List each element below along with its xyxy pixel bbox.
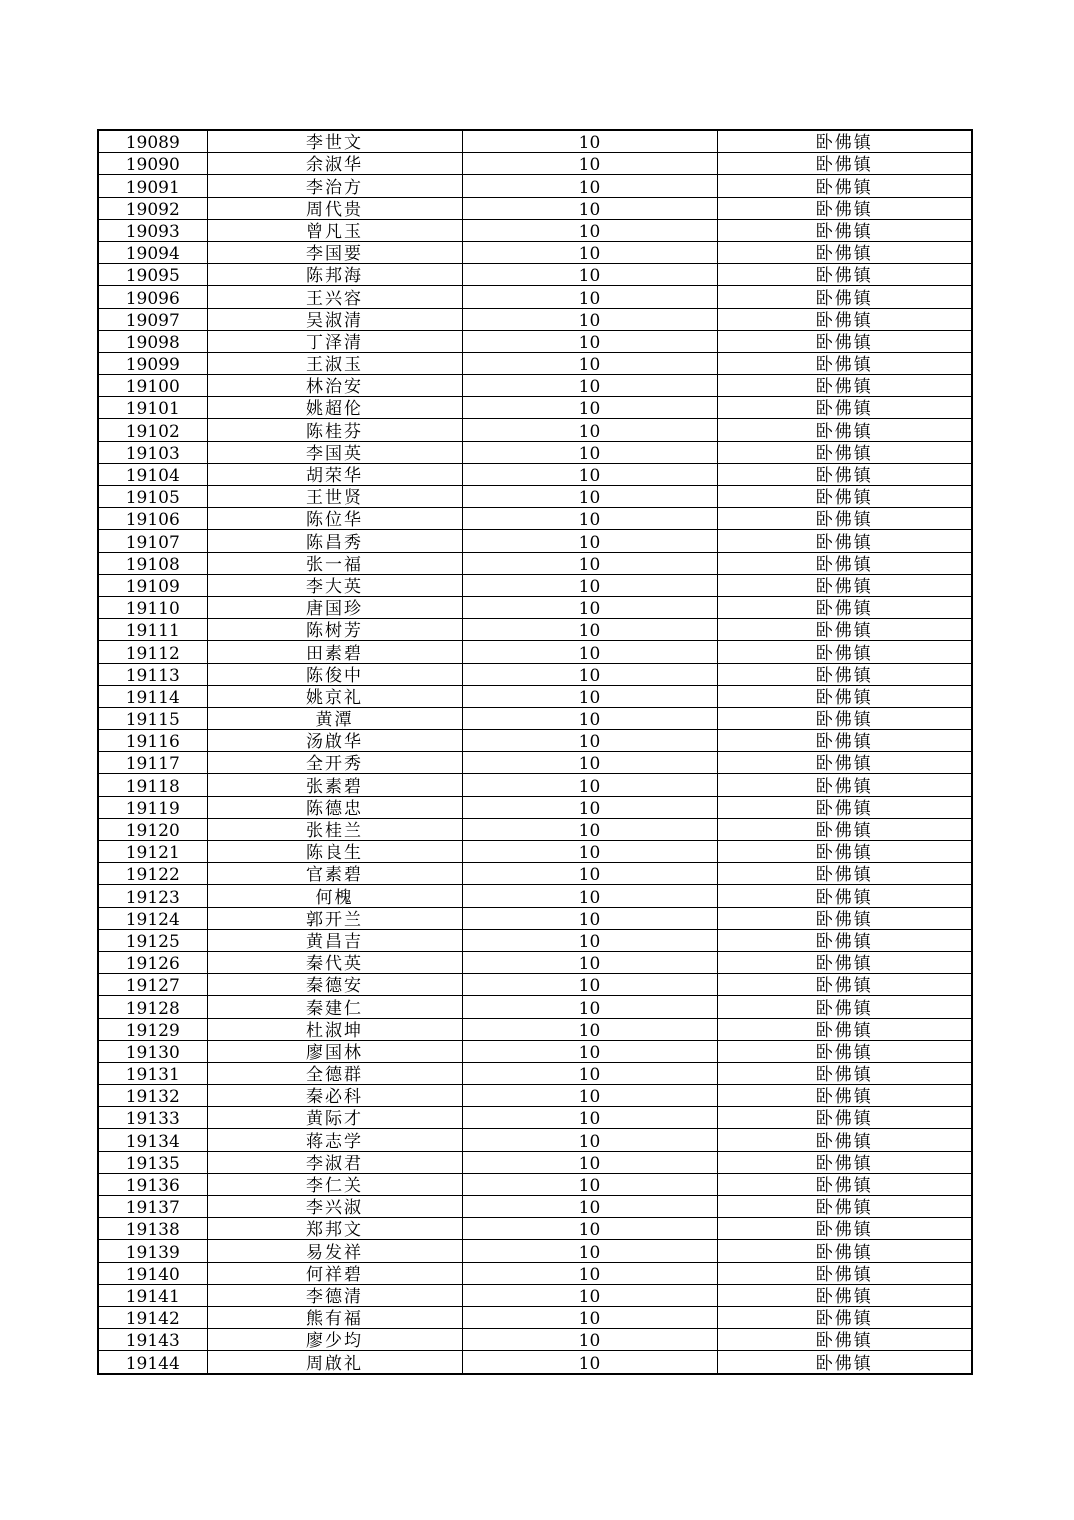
- town-cell: 卧佛镇: [717, 596, 972, 618]
- row-id-cell: 19140: [98, 1262, 207, 1284]
- value-cell: 10: [462, 508, 717, 530]
- row-id-cell: 19134: [98, 1129, 207, 1151]
- name-cell: 李国英: [207, 441, 462, 463]
- table-row: [98, 1040, 972, 1062]
- row-id-cell: 19133: [98, 1107, 207, 1129]
- town-cell: 卧佛镇: [717, 818, 972, 840]
- row-id-cell: 19132: [98, 1085, 207, 1107]
- name-cell: 姚京礼: [207, 685, 462, 707]
- value-cell: 10: [462, 1196, 717, 1218]
- value-cell: 10: [462, 286, 717, 308]
- name-cell: 黄潭: [207, 707, 462, 729]
- name-cell: 黄际才: [207, 1107, 462, 1129]
- town-cell: 卧佛镇: [717, 286, 972, 308]
- row-id-cell: 19128: [98, 996, 207, 1018]
- name-cell: 李世文: [207, 130, 462, 153]
- town-cell: 卧佛镇: [717, 1196, 972, 1218]
- row-id-cell: 19120: [98, 818, 207, 840]
- table-row: [98, 996, 972, 1018]
- name-cell: 李兴淑: [207, 1196, 462, 1218]
- town-cell: 卧佛镇: [717, 264, 972, 286]
- town-cell: 卧佛镇: [717, 974, 972, 996]
- town-cell: 卧佛镇: [717, 552, 972, 574]
- town-cell: 卧佛镇: [717, 486, 972, 508]
- row-id-cell: 19108: [98, 552, 207, 574]
- town-cell: 卧佛镇: [717, 419, 972, 441]
- name-cell: 王兴容: [207, 286, 462, 308]
- town-cell: 卧佛镇: [717, 1018, 972, 1040]
- table-row: [98, 1085, 972, 1107]
- table-row: [98, 752, 972, 774]
- town-cell: 卧佛镇: [717, 663, 972, 685]
- row-id-cell: 19106: [98, 508, 207, 530]
- name-cell: 郑邦文: [207, 1218, 462, 1240]
- name-cell: 胡荣华: [207, 463, 462, 485]
- value-cell: 10: [462, 951, 717, 973]
- row-id-cell: 19099: [98, 352, 207, 374]
- town-cell: 卧佛镇: [717, 730, 972, 752]
- value-cell: 10: [462, 486, 717, 508]
- value-cell: 10: [462, 663, 717, 685]
- value-cell: 10: [462, 1240, 717, 1262]
- table-row: [98, 486, 972, 508]
- name-cell: 张桂兰: [207, 818, 462, 840]
- town-cell: 卧佛镇: [717, 774, 972, 796]
- name-cell: 周代贵: [207, 197, 462, 219]
- row-id-cell: 19105: [98, 486, 207, 508]
- row-id-cell: 19104: [98, 463, 207, 485]
- value-cell: 10: [462, 441, 717, 463]
- row-id-cell: 19094: [98, 241, 207, 263]
- table-row: [98, 929, 972, 951]
- name-cell: 李仁关: [207, 1173, 462, 1195]
- value-cell: 10: [462, 352, 717, 374]
- value-cell: 10: [462, 1129, 717, 1151]
- name-cell: 李淑君: [207, 1151, 462, 1173]
- row-id-cell: 19109: [98, 574, 207, 596]
- value-cell: 10: [462, 596, 717, 618]
- town-cell: 卧佛镇: [717, 441, 972, 463]
- table-row: [98, 907, 972, 929]
- town-cell: 卧佛镇: [717, 1351, 972, 1374]
- row-id-cell: 19138: [98, 1218, 207, 1240]
- town-cell: 卧佛镇: [717, 463, 972, 485]
- town-cell: 卧佛镇: [717, 330, 972, 352]
- row-id-cell: 19121: [98, 841, 207, 863]
- value-cell: 10: [462, 330, 717, 352]
- row-id-cell: 19135: [98, 1151, 207, 1173]
- town-cell: 卧佛镇: [717, 996, 972, 1018]
- town-cell: 卧佛镇: [717, 352, 972, 374]
- value-cell: 10: [462, 1306, 717, 1328]
- row-id-cell: 19089: [98, 130, 207, 153]
- value-cell: 10: [462, 153, 717, 175]
- town-cell: 卧佛镇: [717, 752, 972, 774]
- value-cell: 10: [462, 974, 717, 996]
- table-row: [98, 641, 972, 663]
- value-cell: 10: [462, 1173, 717, 1195]
- row-id-cell: 19127: [98, 974, 207, 996]
- name-cell: 秦代英: [207, 951, 462, 973]
- town-cell: 卧佛镇: [717, 1107, 972, 1129]
- row-id-cell: 19093: [98, 219, 207, 241]
- row-id-cell: 19123: [98, 885, 207, 907]
- town-cell: 卧佛镇: [717, 574, 972, 596]
- row-id-cell: 19117: [98, 752, 207, 774]
- row-id-cell: 19096: [98, 286, 207, 308]
- value-cell: 10: [462, 841, 717, 863]
- name-cell: 张素碧: [207, 774, 462, 796]
- row-id-cell: 19090: [98, 153, 207, 175]
- name-cell: 秦必科: [207, 1085, 462, 1107]
- row-id-cell: 19141: [98, 1284, 207, 1306]
- town-cell: 卧佛镇: [717, 685, 972, 707]
- table-row: [98, 130, 972, 153]
- table-row: [98, 308, 972, 330]
- value-cell: 10: [462, 929, 717, 951]
- name-cell: 曾凡玉: [207, 219, 462, 241]
- table-row: [98, 375, 972, 397]
- table-row: [98, 419, 972, 441]
- table-row: [98, 1284, 972, 1306]
- value-cell: 10: [462, 885, 717, 907]
- town-cell: 卧佛镇: [717, 197, 972, 219]
- town-cell: 卧佛镇: [717, 508, 972, 530]
- table-row: [98, 885, 972, 907]
- town-cell: 卧佛镇: [717, 1306, 972, 1328]
- name-cell: 陈树芳: [207, 619, 462, 641]
- row-id-cell: 19103: [98, 441, 207, 463]
- name-cell: 蒋志学: [207, 1129, 462, 1151]
- value-cell: 10: [462, 1351, 717, 1374]
- row-id-cell: 19097: [98, 308, 207, 330]
- name-cell: 余淑华: [207, 153, 462, 175]
- table-row: [98, 707, 972, 729]
- table-row: [98, 596, 972, 618]
- name-cell: 陈俊中: [207, 663, 462, 685]
- name-cell: 陈德忠: [207, 796, 462, 818]
- row-id-cell: 19142: [98, 1306, 207, 1328]
- row-id-cell: 19118: [98, 774, 207, 796]
- table-row: [98, 463, 972, 485]
- value-cell: 10: [462, 818, 717, 840]
- row-id-cell: 19101: [98, 397, 207, 419]
- value-cell: 10: [462, 685, 717, 707]
- table-row: [98, 1240, 972, 1262]
- town-cell: 卧佛镇: [717, 641, 972, 663]
- name-cell: 王世贤: [207, 486, 462, 508]
- value-cell: 10: [462, 641, 717, 663]
- name-cell: 周啟礼: [207, 1351, 462, 1374]
- table-row: [98, 286, 972, 308]
- town-cell: 卧佛镇: [717, 130, 972, 153]
- town-cell: 卧佛镇: [717, 1173, 972, 1195]
- table-row: [98, 530, 972, 552]
- name-cell: 陈桂芬: [207, 419, 462, 441]
- table-row: [98, 1351, 972, 1374]
- value-cell: 10: [462, 463, 717, 485]
- name-cell: 张一福: [207, 552, 462, 574]
- value-cell: 10: [462, 219, 717, 241]
- row-id-cell: 19100: [98, 375, 207, 397]
- name-cell: 杜淑坤: [207, 1018, 462, 1040]
- town-cell: 卧佛镇: [717, 863, 972, 885]
- row-id-cell: 19126: [98, 951, 207, 973]
- value-cell: 10: [462, 1329, 717, 1351]
- table-row: [98, 774, 972, 796]
- row-id-cell: 19137: [98, 1196, 207, 1218]
- table-row: [98, 153, 972, 175]
- name-cell: 全德群: [207, 1062, 462, 1084]
- town-cell: 卧佛镇: [717, 175, 972, 197]
- row-id-cell: 19102: [98, 419, 207, 441]
- table-row: [98, 1218, 972, 1240]
- table-row: [98, 552, 972, 574]
- data-table: [97, 129, 973, 1375]
- value-cell: 10: [462, 552, 717, 574]
- row-id-cell: 19112: [98, 641, 207, 663]
- name-cell: 陈昌秀: [207, 530, 462, 552]
- town-cell: 卧佛镇: [717, 885, 972, 907]
- table-row: [98, 1018, 972, 1040]
- value-cell: 10: [462, 619, 717, 641]
- value-cell: 10: [462, 907, 717, 929]
- town-cell: 卧佛镇: [717, 530, 972, 552]
- value-cell: 10: [462, 730, 717, 752]
- table-row: [98, 1107, 972, 1129]
- name-cell: 何祥碧: [207, 1262, 462, 1284]
- row-id-cell: 19114: [98, 685, 207, 707]
- table-row: [98, 685, 972, 707]
- name-cell: 李大英: [207, 574, 462, 596]
- value-cell: 10: [462, 264, 717, 286]
- row-id-cell: 19116: [98, 730, 207, 752]
- row-id-cell: 19098: [98, 330, 207, 352]
- value-cell: 10: [462, 1218, 717, 1240]
- value-cell: 10: [462, 1262, 717, 1284]
- row-id-cell: 19111: [98, 619, 207, 641]
- row-id-cell: 19110: [98, 596, 207, 618]
- value-cell: 10: [462, 1040, 717, 1062]
- table-row: [98, 1173, 972, 1195]
- name-cell: 秦德安: [207, 974, 462, 996]
- name-cell: 李德清: [207, 1284, 462, 1306]
- town-cell: 卧佛镇: [717, 907, 972, 929]
- name-cell: 易发祥: [207, 1240, 462, 1262]
- table-row: [98, 508, 972, 530]
- table-row: [98, 197, 972, 219]
- table-row: [98, 1062, 972, 1084]
- table-row: [98, 818, 972, 840]
- name-cell: 汤啟华: [207, 730, 462, 752]
- table-row: [98, 264, 972, 286]
- table-body: [98, 130, 972, 1374]
- table-row: [98, 951, 972, 973]
- value-cell: 10: [462, 1151, 717, 1173]
- town-cell: 卧佛镇: [717, 1262, 972, 1284]
- row-id-cell: 19130: [98, 1040, 207, 1062]
- town-cell: 卧佛镇: [717, 1040, 972, 1062]
- row-id-cell: 19131: [98, 1062, 207, 1084]
- name-cell: 王淑玉: [207, 352, 462, 374]
- table-row: [98, 1196, 972, 1218]
- name-cell: 吴淑清: [207, 308, 462, 330]
- town-cell: 卧佛镇: [717, 219, 972, 241]
- name-cell: 唐国珍: [207, 596, 462, 618]
- value-cell: 10: [462, 130, 717, 153]
- value-cell: 10: [462, 419, 717, 441]
- town-cell: 卧佛镇: [717, 375, 972, 397]
- table-row: [98, 863, 972, 885]
- name-cell: 全开秀: [207, 752, 462, 774]
- name-cell: 熊有福: [207, 1306, 462, 1328]
- value-cell: 10: [462, 308, 717, 330]
- row-id-cell: 19119: [98, 796, 207, 818]
- name-cell: 田素碧: [207, 641, 462, 663]
- name-cell: 黄昌吉: [207, 929, 462, 951]
- table-row: [98, 1329, 972, 1351]
- value-cell: 10: [462, 796, 717, 818]
- row-id-cell: 19139: [98, 1240, 207, 1262]
- town-cell: 卧佛镇: [717, 929, 972, 951]
- row-id-cell: 19122: [98, 863, 207, 885]
- row-id-cell: 19107: [98, 530, 207, 552]
- table-row: [98, 796, 972, 818]
- town-cell: 卧佛镇: [717, 707, 972, 729]
- value-cell: 10: [462, 241, 717, 263]
- name-cell: 郭开兰: [207, 907, 462, 929]
- value-cell: 10: [462, 1018, 717, 1040]
- name-cell: 陈邦海: [207, 264, 462, 286]
- value-cell: 10: [462, 530, 717, 552]
- table-row: [98, 330, 972, 352]
- name-cell: 陈良生: [207, 841, 462, 863]
- name-cell: 官素碧: [207, 863, 462, 885]
- value-cell: 10: [462, 996, 717, 1018]
- value-cell: 10: [462, 574, 717, 596]
- table-row: [98, 730, 972, 752]
- row-id-cell: 19143: [98, 1329, 207, 1351]
- value-cell: 10: [462, 774, 717, 796]
- town-cell: 卧佛镇: [717, 1129, 972, 1151]
- table-row: [98, 352, 972, 374]
- value-cell: 10: [462, 1062, 717, 1084]
- table-row: [98, 663, 972, 685]
- value-cell: 10: [462, 1085, 717, 1107]
- row-id-cell: 19125: [98, 929, 207, 951]
- table-row: [98, 241, 972, 263]
- name-cell: 何槐: [207, 885, 462, 907]
- table-row: [98, 1262, 972, 1284]
- town-cell: 卧佛镇: [717, 841, 972, 863]
- table-row: [98, 175, 972, 197]
- name-cell: 廖国林: [207, 1040, 462, 1062]
- name-cell: 林治安: [207, 375, 462, 397]
- town-cell: 卧佛镇: [717, 796, 972, 818]
- row-id-cell: 19136: [98, 1173, 207, 1195]
- town-cell: 卧佛镇: [717, 241, 972, 263]
- name-cell: 姚超伦: [207, 397, 462, 419]
- value-cell: 10: [462, 1284, 717, 1306]
- row-id-cell: 19115: [98, 707, 207, 729]
- table-row: [98, 1151, 972, 1173]
- name-cell: 丁泽清: [207, 330, 462, 352]
- town-cell: 卧佛镇: [717, 308, 972, 330]
- town-cell: 卧佛镇: [717, 1062, 972, 1084]
- value-cell: 10: [462, 1107, 717, 1129]
- row-id-cell: 19113: [98, 663, 207, 685]
- value-cell: 10: [462, 707, 717, 729]
- town-cell: 卧佛镇: [717, 1218, 972, 1240]
- name-cell: 廖少均: [207, 1329, 462, 1351]
- row-id-cell: 19144: [98, 1351, 207, 1374]
- town-cell: 卧佛镇: [717, 619, 972, 641]
- value-cell: 10: [462, 397, 717, 419]
- table-row: [98, 397, 972, 419]
- row-id-cell: 19095: [98, 264, 207, 286]
- row-id-cell: 19124: [98, 907, 207, 929]
- town-cell: 卧佛镇: [717, 1151, 972, 1173]
- town-cell: 卧佛镇: [717, 1240, 972, 1262]
- table-row: [98, 619, 972, 641]
- table-row: [98, 841, 972, 863]
- name-cell: 李国要: [207, 241, 462, 263]
- town-cell: 卧佛镇: [717, 1085, 972, 1107]
- table-row: [98, 574, 972, 596]
- value-cell: 10: [462, 175, 717, 197]
- town-cell: 卧佛镇: [717, 1284, 972, 1306]
- table-row: [98, 219, 972, 241]
- name-cell: 秦建仁: [207, 996, 462, 1018]
- value-cell: 10: [462, 197, 717, 219]
- table-row: [98, 974, 972, 996]
- table-row: [98, 1129, 972, 1151]
- town-cell: 卧佛镇: [717, 153, 972, 175]
- town-cell: 卧佛镇: [717, 951, 972, 973]
- table-row: [98, 1306, 972, 1328]
- value-cell: 10: [462, 375, 717, 397]
- row-id-cell: 19092: [98, 197, 207, 219]
- row-id-cell: 19091: [98, 175, 207, 197]
- name-cell: 陈位华: [207, 508, 462, 530]
- value-cell: 10: [462, 752, 717, 774]
- town-cell: 卧佛镇: [717, 397, 972, 419]
- town-cell: 卧佛镇: [717, 1329, 972, 1351]
- table-row: [98, 441, 972, 463]
- value-cell: 10: [462, 863, 717, 885]
- row-id-cell: 19129: [98, 1018, 207, 1040]
- name-cell: 李治方: [207, 175, 462, 197]
